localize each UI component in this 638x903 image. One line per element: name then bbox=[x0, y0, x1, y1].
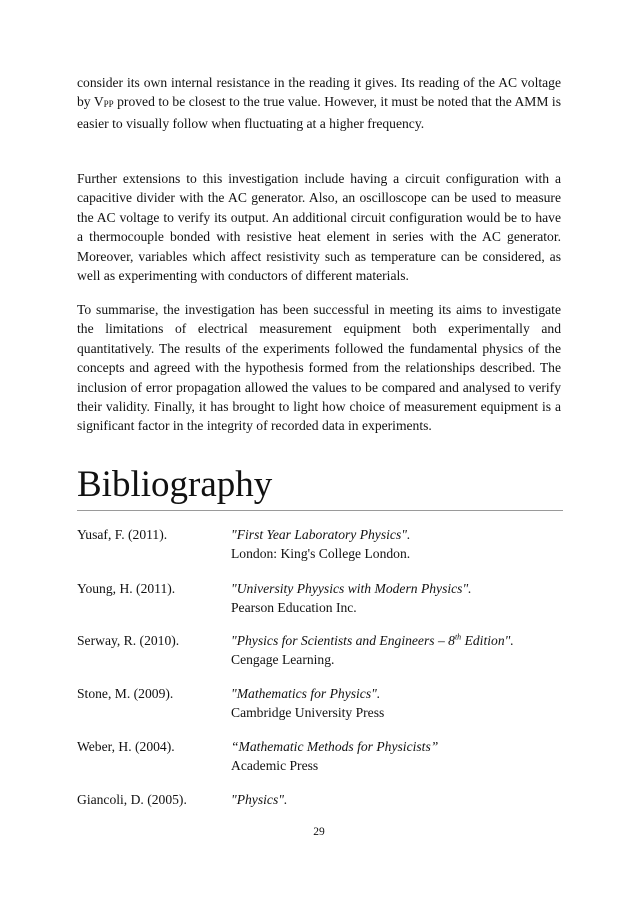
page-number: 29 bbox=[313, 826, 325, 838]
bib-title-part: Edition". bbox=[461, 633, 514, 648]
bibliography-heading: Bibliography bbox=[77, 464, 273, 505]
bib-title bbox=[231, 631, 514, 650]
bib-publisher: Cengage Learning. bbox=[231, 652, 335, 667]
bib-author: Young, H. (2011). bbox=[77, 581, 176, 596]
bib-title: "First Year Laboratory Physics". bbox=[231, 527, 411, 542]
bib-title: “Mathematic Methods for Physicists” bbox=[231, 739, 439, 754]
bib-title: "Physics". bbox=[231, 792, 288, 807]
bib-publisher: Cambridge University Press bbox=[231, 705, 385, 720]
bib-title-part: "Physics for Scientists and Engineers – 8 bbox=[231, 633, 455, 648]
bib-publisher: Academic Press bbox=[231, 758, 319, 773]
document-page bbox=[77, 0, 561, 903]
bib-title: "Mathematics for Physics". bbox=[231, 686, 381, 701]
paragraph-text: consider its own internal resistance in the reading it gives. Its reading of the AC voltage by V bbox=[77, 75, 561, 110]
paragraph-summary: To summarise, the investigation has been successful in meeting its aims to investigate the limitations of electrical measurement equipment both experimentally and quantitatively. The results of the experiments followed the fundamental physics of the concepts and agreed with the hypothesis formed from the relationships described. The inclusion of error propagation allowed the values to be compared and analysed to verify their validity. Finally, it has brought to light how choice of measurement equipment is a significant factor in the integrity of recorded data in experiments. bbox=[77, 302, 561, 434]
paragraph-text: proved to be closest to the true value. However, it must be noted that the AMM is easier to visually follow when fluctuating at a higher frequency. bbox=[77, 94, 561, 131]
subscript-pp: PP bbox=[103, 99, 114, 110]
bib-publisher: Pearson Education Inc. bbox=[231, 600, 357, 615]
bib-author: Stone, M. (2009). bbox=[77, 686, 174, 701]
paragraph-further-extensions: Further extensions to this investigation include having a circuit configuration with a capacitive divider with the AC generator. Also, an oscilloscope can be used to measure the AC voltage to verify its output. An additional circuit configuration would be to have a thermocouple bonded with resistive heat element in series with the AC generator. Moreover, variables which affect resistivity such as temperature can be considered, as well as experimenting with conductors of different materials. bbox=[77, 171, 561, 284]
bib-author: Serway, R. (2010). bbox=[77, 633, 180, 648]
bib-author: Giancoli, D. (2005). bbox=[77, 792, 187, 807]
heading-divider bbox=[77, 510, 563, 511]
bib-title: "University Phyysics with Modern Physics". bbox=[231, 581, 472, 596]
bib-publisher: London: King's College London. bbox=[231, 546, 411, 561]
bib-author: Yusaf, F. (2011). bbox=[77, 527, 168, 542]
bib-author: Weber, H. (2004). bbox=[77, 739, 175, 754]
paragraph-conclusion-amm bbox=[77, 73, 561, 133]
superscript-th: th bbox=[454, 632, 462, 642]
